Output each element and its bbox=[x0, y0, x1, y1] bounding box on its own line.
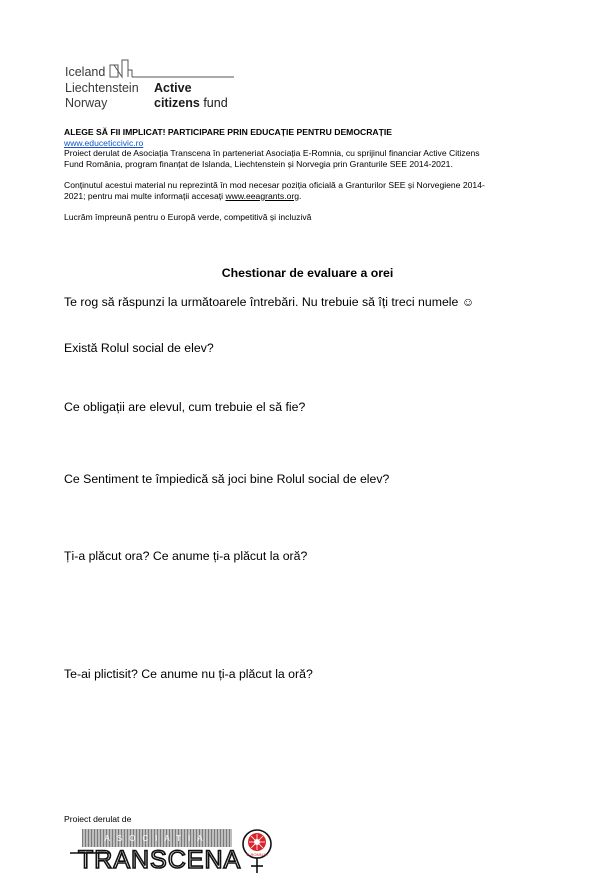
e-romnja-emblem-icon bbox=[243, 830, 271, 873]
logo-country-iceland: Iceland bbox=[65, 65, 106, 79]
logo-fund-active: Active bbox=[154, 81, 192, 95]
logo-country-norway: Norway bbox=[65, 96, 108, 110]
questionnaire-title: Chestionar de evaluare a orei bbox=[221, 266, 394, 280]
question-1: Există Rolul social de elev? bbox=[64, 341, 214, 355]
footer-label: Proiect derulat de bbox=[64, 814, 132, 824]
e-romnja-text: E-ROMNJA bbox=[246, 852, 268, 857]
project-title: ALEGE SĂ FII IMPLICAT! PARTICIPARE PRIN EDUCAȚIE PENTRU DEMOCRAȚIE bbox=[64, 127, 393, 137]
disclaimer-period: . bbox=[299, 190, 302, 201]
project-description-line-1: Proiect derulat de Asociația Transcena în parteneriat Asociația E-Romnia, cu sprijinul financiar Active Citizens bbox=[64, 148, 480, 159]
transcena-logo-graphic bbox=[70, 826, 280, 874]
question-5: Te-ai plictisit? Ce anume nu ți-a plăcut la oră? bbox=[64, 667, 313, 681]
logo-fund-citizens-bold: citizens bbox=[154, 96, 200, 110]
question-2: Ce obligații are elevul, cum trebuie el să fie? bbox=[64, 400, 306, 414]
logo-asociatia-text: ASOCIATIA bbox=[104, 834, 210, 843]
project-description-line-2: Fund România, program finanțat de Islanda, Liechtenstein și Norvegia prin Granturile SEE 2014-2021. bbox=[64, 158, 453, 169]
disclaimer-line-2 bbox=[64, 191, 564, 202]
questionnaire-intro: Te rog să răspunzi la următoarele întrebări. Nu trebuie să îți treci numele ☺ bbox=[64, 295, 475, 309]
transcena-logo bbox=[70, 826, 280, 874]
project-header bbox=[64, 127, 564, 222]
buildings-skyline-icon bbox=[108, 56, 234, 80]
logo-country-liechtenstein: Liechtenstein bbox=[65, 81, 139, 95]
logo-fund-citizens bbox=[154, 97, 228, 110]
disclaimer-line-1: Conținutul acestui material nu reprezintă în mod necesar poziția oficială a Granturilor SEE și Norvegiene 2014- bbox=[64, 179, 485, 190]
disclaimer-text: 2021; pentru mai multe informații accesați bbox=[64, 190, 226, 201]
project-website-link[interactable]: www.educeticcivic.ro bbox=[64, 137, 144, 148]
logo-transcena-text: TRANSCENA bbox=[78, 846, 242, 874]
question-3: Ce Sentiment te împiedică să joci bine Rolul social de elev? bbox=[64, 472, 390, 486]
eeagrants-link[interactable]: www.eeagrants.org bbox=[225, 190, 300, 201]
logo-fund-suffix: fund bbox=[199, 96, 228, 110]
question-4: Ți-a plăcut ora? Ce anume ți-a plăcut la oră? bbox=[64, 549, 308, 563]
motto: Lucrăm împreună pentru o Europă verde, competitivă și incluzivă bbox=[64, 211, 312, 222]
active-citizens-fund-logo bbox=[64, 56, 234, 110]
